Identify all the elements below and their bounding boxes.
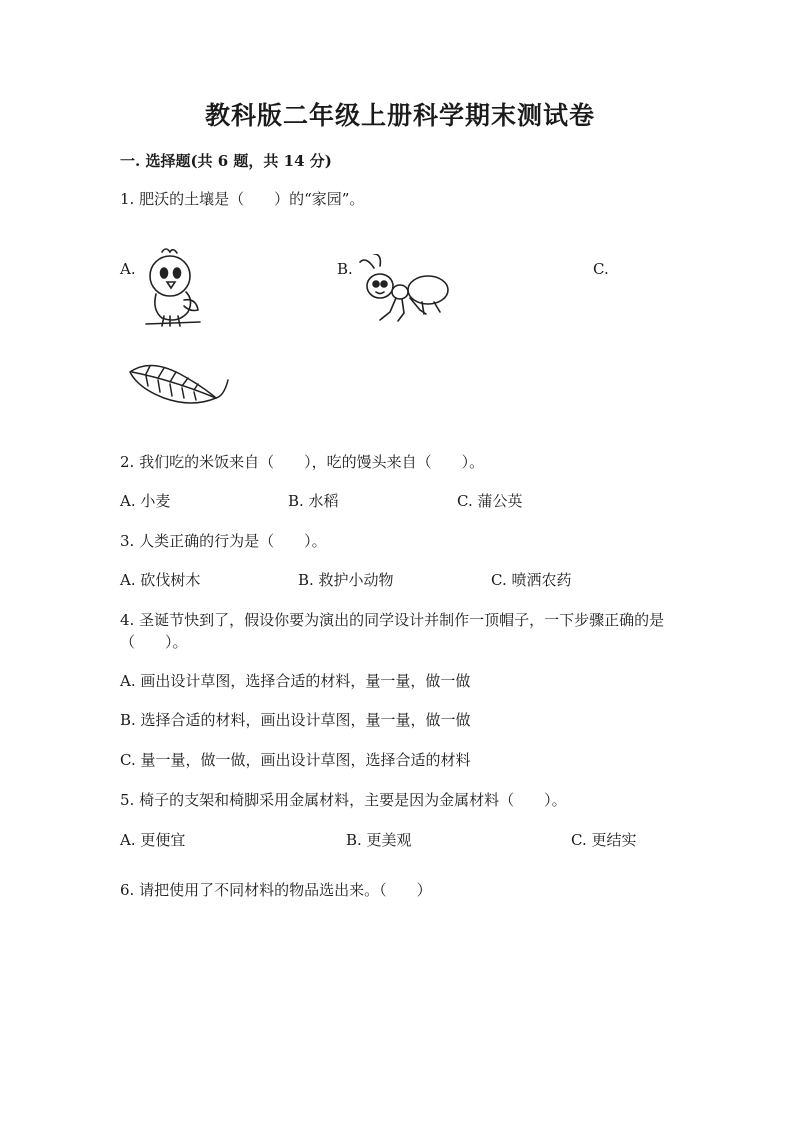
leaf-icon xyxy=(124,356,232,414)
q4-option-c: C. 量一量，做一做，画出设计草图，选择合适的材料 xyxy=(120,751,471,769)
q5-option-c: C. 更结实 xyxy=(571,831,637,849)
ant-icon xyxy=(352,254,452,326)
q1-option-c-label: C. xyxy=(593,260,609,278)
chick-icon xyxy=(140,246,204,338)
question-3: 3. 人类正确的行为是（ ）。 xyxy=(120,532,327,550)
q2-option-b: B. 水稻 xyxy=(288,492,339,510)
q1-option-b-label: B. xyxy=(337,260,353,278)
q2-option-a: A. 小麦 xyxy=(120,492,171,510)
q5-option-a: A. 更便宜 xyxy=(120,831,186,849)
question-4: 4. 圣诞节快到了，假设你要为演出的同学设计并制作一顶帽子，一下步骤正确的是（ ）。 xyxy=(120,611,665,651)
question-2: 2. 我们吃的米饭来自（ ），吃的馒头来自（ ）。 xyxy=(120,453,485,471)
question-5: 5. 椅子的支架和椅脚采用金属材料，主要是因为金属材料（ ）。 xyxy=(120,791,567,809)
q3-option-b: B. 救护小动物 xyxy=(298,571,394,589)
q5-option-b: B. 更美观 xyxy=(346,831,412,849)
q2-option-c: C. 蒲公英 xyxy=(457,492,523,510)
page-title: 教科版二年级上册科学期末测试卷 xyxy=(204,101,595,130)
question-1: 1. 肥沃的土壤是（ ）的“家园”。 xyxy=(120,190,365,208)
q4-option-b: B. 选择合适的材料，画出设计草图，量一量，做一做 xyxy=(120,711,471,729)
q1-option-a-label: A. xyxy=(120,260,136,278)
q3-option-a: A. 砍伐树木 xyxy=(120,571,201,589)
q4-option-a: A. 画出设计草图，选择合适的材料，量一量，做一做 xyxy=(120,672,471,690)
section-heading: 一. 选择题(共 6 题，共 14 分) xyxy=(120,152,332,170)
q3-option-c: C. 喷洒农药 xyxy=(491,571,572,589)
question-6: 6. 请把使用了不同材料的物品选出来。（ ） xyxy=(120,881,432,899)
